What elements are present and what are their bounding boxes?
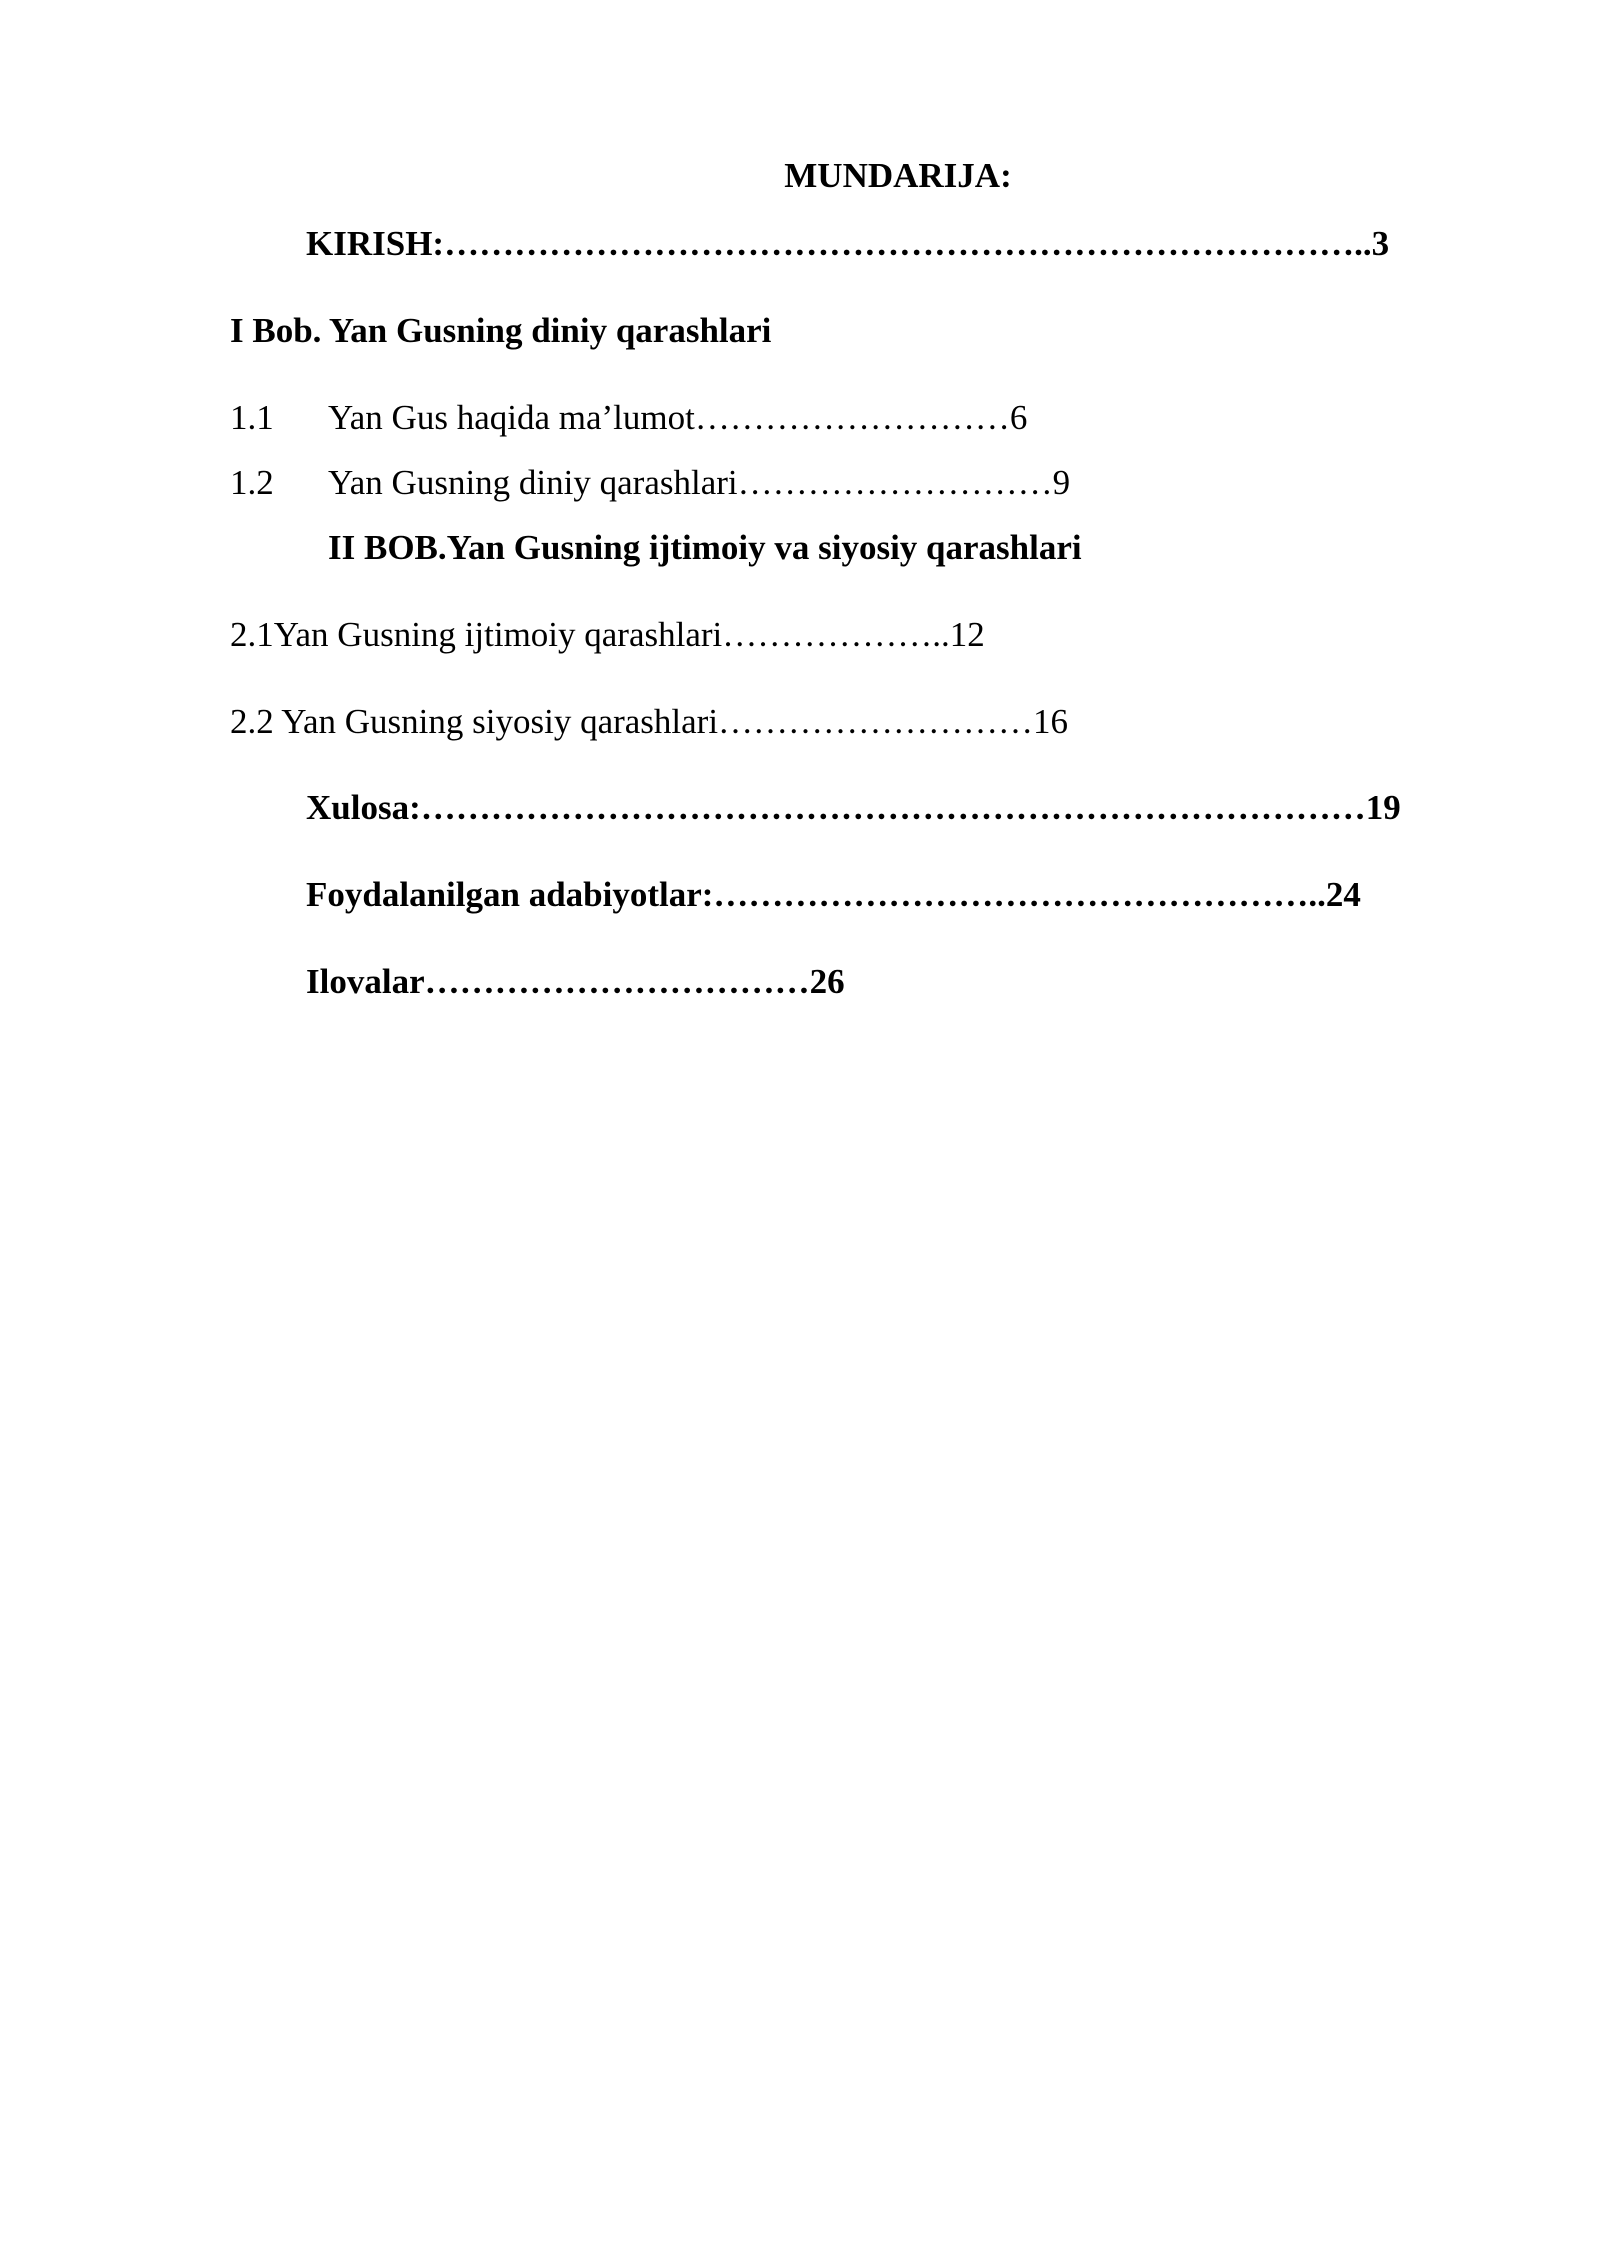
toc-entry-xulosa: Xulosa:………………………………………………………………………19	[306, 788, 1401, 827]
toc-entry-adabiyotlar: Foydalanilgan adabiyotlar:……………………………………………..24	[306, 875, 1361, 914]
toc-entry-ilovalar: Ilovalar……………………………26	[306, 962, 845, 1001]
toc-chapter-1: I Bob. Yan Gusning diniy qarashlari	[230, 311, 772, 350]
toc-entry-1-1	[230, 398, 1027, 438]
toc-title: MUNDARIJA:	[784, 156, 1012, 195]
toc-entry-text: Yan Gus haqida ma’lumot………………………6	[328, 398, 1028, 437]
toc-chapter-2: II BOB.Yan Gusning ijtimoiy va siyosiy qarashlari	[328, 528, 1082, 567]
toc-entry-2-1: 2.1Yan Gusning ijtimoiy qarashlari………………..12	[230, 615, 985, 654]
toc-entry-1-2	[230, 463, 1070, 503]
toc-entry-number: 1.1	[230, 398, 274, 437]
toc-entry-kirish: KIRISH:……………………………………………………………………..3	[306, 224, 1390, 263]
toc-entry-text: Yan Gusning diniy qarashlari………………………9	[328, 463, 1071, 502]
toc-entry-number: 1.2	[230, 463, 274, 502]
toc-entry-2-2: 2.2 Yan Gusning siyosiy qarashlari………………………16	[230, 702, 1069, 741]
